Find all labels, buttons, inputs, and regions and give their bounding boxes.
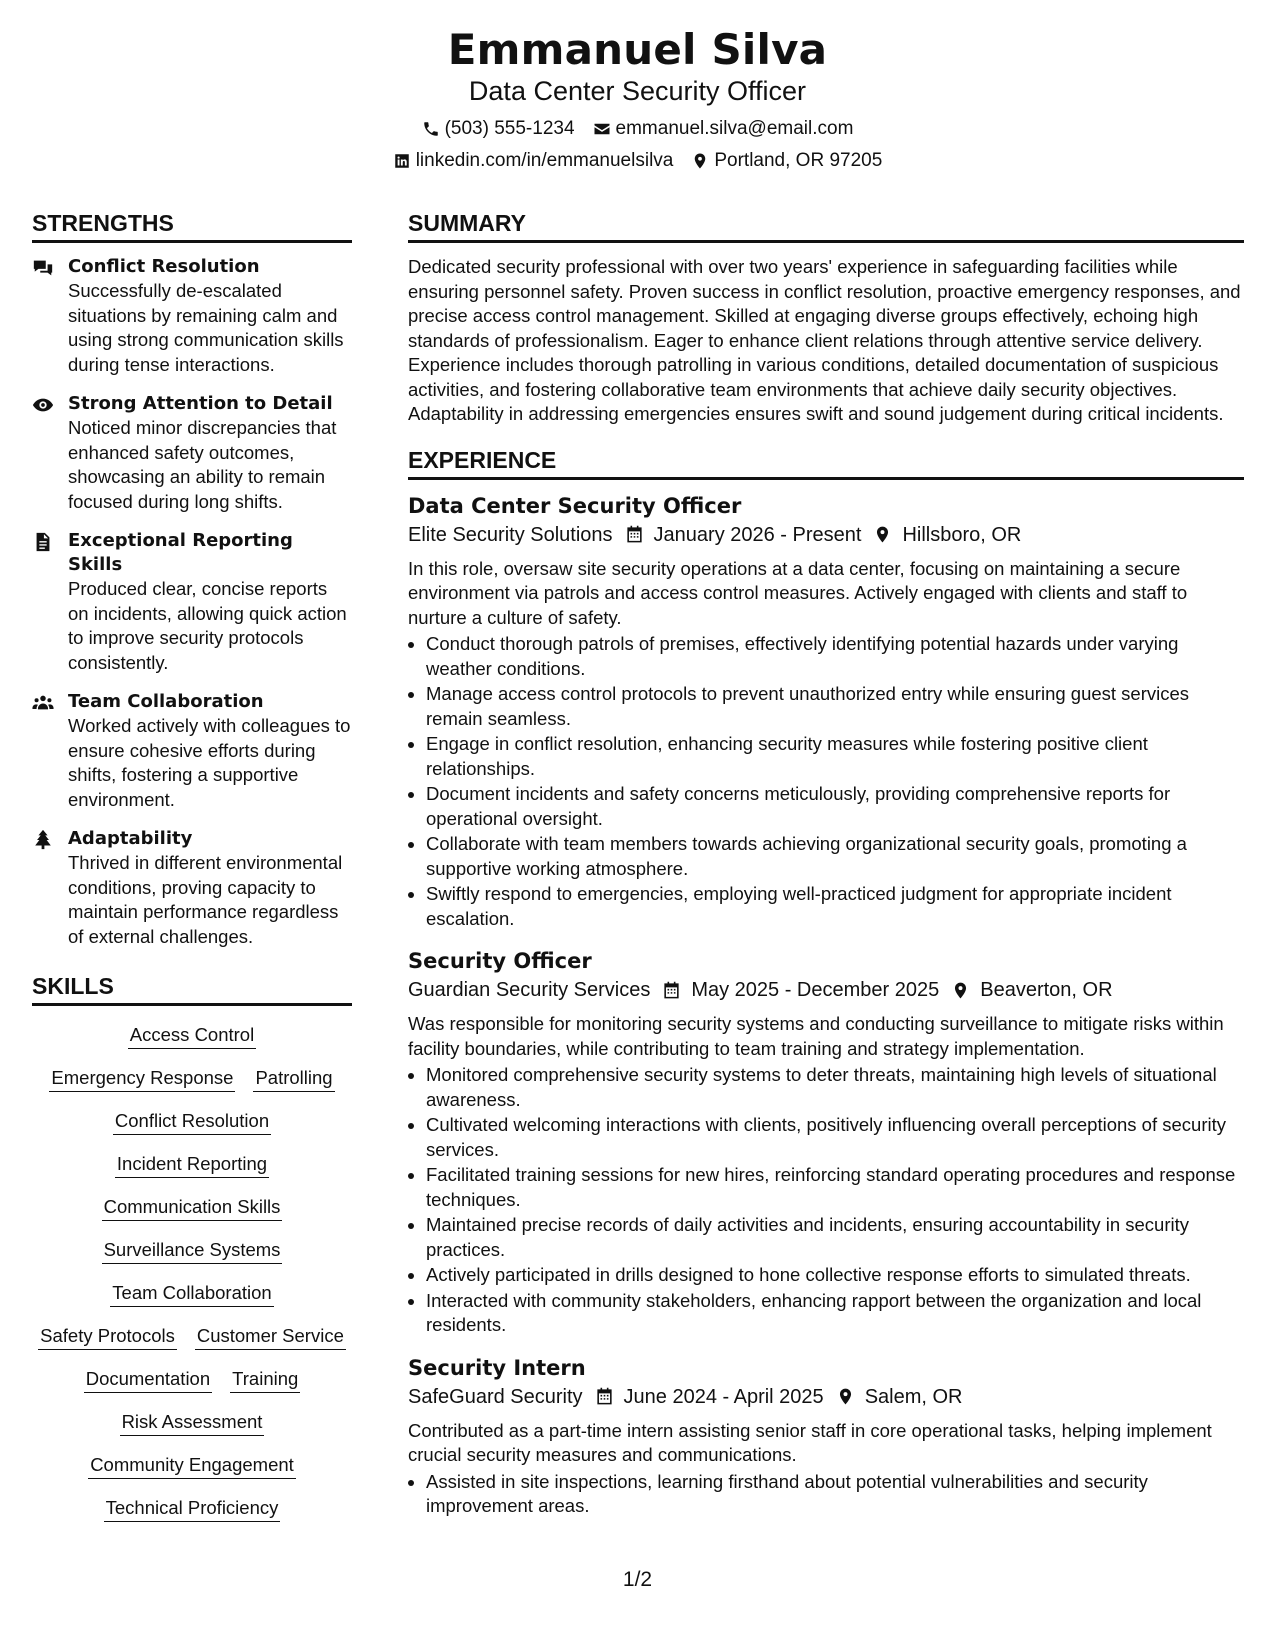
- experience-section: [408, 445, 1244, 1519]
- linkedin-text[interactable]: linkedin.com/in/emmanuelsilva: [415, 150, 674, 171]
- job-description: In this role, oversaw site security operations at a data center, focusing on maintaining a secure environment via patrols and access control measures. Actively engaged with clients and staff to nurture a culture of safety.: [408, 557, 1188, 628]
- job-meta: [408, 521, 1244, 549]
- strengths-heading: STRENGTHS: [32, 208, 352, 243]
- skills-heading: SKILLS: [32, 971, 352, 1006]
- users-icon: [32, 692, 54, 714]
- strength-desc: Produced clear, concise reports on incidents, allowing quick action to improve security protocols consistently.: [68, 578, 347, 673]
- strength-title: Strong Attention to Detail: [68, 393, 333, 414]
- tree-icon: [32, 829, 54, 851]
- job-bullet: • Document incidents and safety concerns meticulously, providing comprehensive reports for operational oversight.: [426, 782, 1244, 831]
- job-entry: [408, 1354, 1244, 1519]
- job-bullet: • Monitored comprehensive security systems to deter threats, maintaining high levels of situational awareness.: [426, 1063, 1244, 1112]
- linkedin-contact[interactable]: [393, 149, 674, 173]
- strength-desc: Thrived in different environmental conditions, proving capacity to maintain performance regardless of external challenges.: [68, 852, 343, 947]
- job-entry: [408, 947, 1244, 1338]
- phone-text: (503) 555-1234: [444, 118, 575, 139]
- skill-list: [32, 1018, 352, 1522]
- job-bullet: • Facilitated training sessions for new hires, reinforcing standard operating procedures and response techniques.: [426, 1163, 1244, 1212]
- job-meta: [408, 976, 1244, 1004]
- job-title: Data Center Security Officer: [408, 493, 742, 518]
- skills-section: [32, 971, 352, 1522]
- job-description: Was responsible for monitoring security systems and conducting surveillance to mitigate risks within facility boundaries, while contributing to team training and strategy implementation.: [408, 1013, 1224, 1059]
- job-bullet: • Conduct thorough patrols of premises, effectively identifying potential hazards under varying weather conditions.: [426, 632, 1244, 681]
- skill-tag: Safety Protocols: [38, 1323, 177, 1350]
- skill-tag: Access Control: [128, 1022, 256, 1049]
- job-title: Security Intern: [408, 1355, 586, 1380]
- job-company: SafeGuard Security: [408, 1385, 583, 1408]
- strength-title: Conflict Resolution: [68, 256, 260, 277]
- job-bullet: • Interacted with community stakeholders, enhancing rapport between the organization and local residents.: [426, 1289, 1244, 1338]
- job-entry: [408, 492, 1244, 932]
- phone-icon: [422, 120, 440, 138]
- map-pin-icon: [951, 981, 970, 1000]
- job-company: Guardian Security Services: [408, 979, 651, 1001]
- map-pin-icon: [691, 152, 709, 170]
- candidate-title: Data Center Security Officer: [468, 76, 807, 106]
- resume-header: [0, 22, 1275, 173]
- eye-icon: [32, 394, 54, 416]
- right-column: [408, 208, 1244, 1535]
- job-location: Beaverton, OR: [980, 979, 1113, 1001]
- job-title: Security Officer: [408, 949, 592, 973]
- strength-item: [32, 255, 352, 377]
- job-bullet: • Engage in conflict resolution, enhancing security measures while fostering positive client relationships.: [426, 732, 1244, 781]
- skill-tag: Customer Service: [195, 1323, 346, 1350]
- skill-tag: Emergency Response: [49, 1065, 235, 1092]
- skill-tag: Surveillance Systems: [102, 1237, 283, 1264]
- strength-title: Exceptional Reporting Skills: [68, 530, 293, 575]
- job-dates: June 2024 - April 2025: [623, 1385, 824, 1408]
- summary-section: [408, 208, 1244, 427]
- linkedin-icon: [393, 152, 411, 170]
- map-pin-icon: [873, 525, 892, 544]
- map-pin-icon: [836, 1387, 855, 1406]
- skill-tag: Community Engagement: [88, 1452, 296, 1479]
- strength-title: Team Collaboration: [68, 691, 264, 712]
- candidate-name: Emmanuel Silva: [447, 25, 828, 74]
- job-bullet: • Collaborate with team members towards achieving organizational security goals, promoting a supportive working atmosphere.: [426, 832, 1244, 881]
- job-location: Salem, OR: [864, 1385, 963, 1408]
- skill-tag: Risk Assessment: [120, 1409, 265, 1436]
- comments-icon: [32, 257, 54, 279]
- strength-item: [32, 690, 352, 812]
- skill-tag: Team Collaboration: [110, 1280, 273, 1307]
- job-location: Hillsboro, OR: [902, 523, 1022, 546]
- job-bullet: • Cultivated welcoming interactions with clients, positively influencing overall perceptions of security services.: [426, 1113, 1244, 1162]
- strength-item: [32, 529, 352, 675]
- calendar-icon: [625, 525, 644, 544]
- skill-tag: Documentation: [84, 1366, 212, 1393]
- strength-desc: Worked actively with colleagues to ensure cohesive efforts during shifts, fostering a supportive environment.: [68, 715, 351, 810]
- calendar-icon: [662, 981, 681, 1000]
- strength-item: [32, 827, 352, 949]
- phone-contact: [422, 117, 575, 141]
- calendar-icon: [595, 1387, 614, 1406]
- job-bullets: [408, 1470, 1244, 1519]
- strength-item: [32, 392, 352, 514]
- skill-tag: Patrolling: [253, 1065, 334, 1092]
- skill-tag: Technical Proficiency: [104, 1495, 281, 1522]
- email-contact[interactable]: [593, 117, 854, 141]
- contact-row-2: [0, 149, 1275, 173]
- file-icon: [32, 531, 54, 553]
- email-text[interactable]: emmanuel.silva@email.com: [615, 118, 854, 139]
- job-meta: [408, 1383, 1244, 1411]
- summary-text: Dedicated security professional with over two years' experience in safeguarding facilities while ensuring personnel safety. Proven success in conflict resolution, proactive emergency responses, and precise access control management. Skilled at engaging diverse groups effectively, echoing high standards of professionalism. Eager to enhance client relations through attentive service delivery. Experience includes thorough patrolling in various conditions, detailed documentation of suspicious activities, and fostering collaborative team environments that achieve daily security objectives. Adaptability in addressing emergencies ensures swift and sound judgement during critical incidents.: [408, 256, 1241, 424]
- strength-desc: Noticed minor discrepancies that enhanced safety outcomes, showcasing an ability to remain focused during long shifts.: [68, 417, 337, 512]
- experience-heading: EXPERIENCE: [408, 445, 1244, 480]
- job-bullet: • Swiftly respond to emergencies, employing well-practiced judgment for appropriate incident escalation.: [426, 882, 1244, 931]
- job-bullets: [408, 632, 1244, 931]
- job-bullets: [408, 1063, 1244, 1338]
- contact-row-1: [0, 117, 1275, 141]
- location-contact: [691, 149, 882, 173]
- skill-tag: Conflict Resolution: [113, 1108, 271, 1135]
- job-description: Contributed as a part-time intern assisting senior staff in core operational tasks, helping implement crucial security measures and communications.: [408, 1419, 1212, 1465]
- envelope-icon: [593, 120, 611, 138]
- location-text: Portland, OR 97205: [714, 150, 883, 171]
- job-bullet: • Actively participated in drills designed to hone collective response efforts to simulated threats.: [426, 1263, 1244, 1288]
- job-dates: January 2026 - Present: [653, 523, 862, 546]
- job-dates: May 2025 - December 2025: [691, 979, 940, 1001]
- strength-title: Adaptability: [68, 828, 193, 849]
- job-bullet: • Manage access control protocols to prevent unauthorized entry while ensuring guest services remain seamless.: [426, 682, 1244, 731]
- job-company: Elite Security Solutions: [408, 523, 613, 546]
- page-number: 1/2: [622, 1568, 653, 1591]
- skill-tag: Incident Reporting: [115, 1151, 269, 1178]
- strengths-section: [32, 208, 352, 949]
- left-column: [32, 208, 352, 1538]
- skill-tag: Training: [230, 1366, 300, 1393]
- skill-tag: Communication Skills: [102, 1194, 283, 1221]
- job-bullet: • Assisted in site inspections, learning firsthand about potential vulnerabilities and security improvement areas.: [426, 1470, 1244, 1519]
- job-bullet: • Maintained precise records of daily activities and incidents, ensuring accountability in security practices.: [426, 1213, 1244, 1262]
- summary-heading: SUMMARY: [408, 208, 1244, 243]
- strength-desc: Successfully de-escalated situations by remaining calm and using strong communication skills during tense interactions.: [68, 280, 344, 375]
